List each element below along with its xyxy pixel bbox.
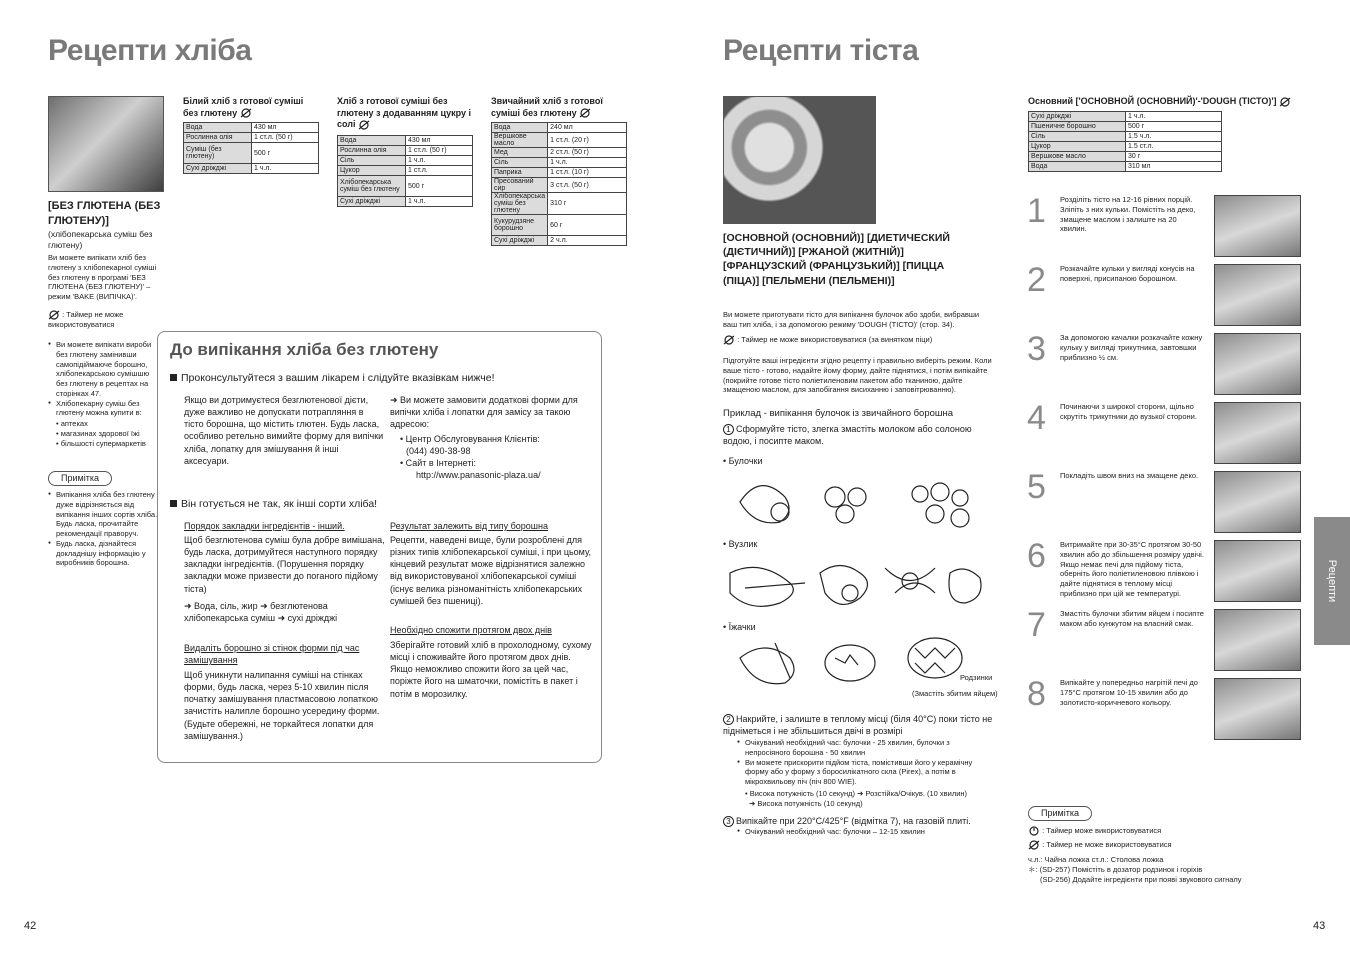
note-sd257: ＊: (SD-257) Помістіть в дозатор родзинок і горіхів xyxy=(1028,865,1203,874)
table-row: Сухі дріжджі 1 ч.л. xyxy=(338,197,473,207)
gluten-free-info-box xyxy=(157,331,602,763)
step-text: Покладіть швом вниз на змащене деко. xyxy=(1060,471,1199,480)
box-section1-text: Якщо ви дотримуєтеся безглютенової дієти, дуже важливо не допускати потрапляння в тісто борошна, що містить глютен. Будь ласка, особливо ретельно вимийте форму для випічки хліба, лопатку для змішування й інші аксесуари. xyxy=(184,395,384,466)
gluten-free-subheading: (хлібопекарська суміш без глютену) xyxy=(48,229,153,251)
step-1-photo xyxy=(1214,195,1301,257)
section-tab-recipes[interactable] xyxy=(1314,517,1350,645)
note-timer-no: : Таймер не може використовуватися xyxy=(1028,840,1308,850)
note-timer-ok: : Таймер може використовуватися xyxy=(1028,826,1308,836)
recipe-title: Білий хліб з готової суміші без глютену xyxy=(183,96,304,118)
dough-modes: [ОСНОВНОЙ (ОСНОВНИЙ)] [ДИЕТИЧЕСКИЙ (ДІЄТИЧНИЙ)] [РЖАНОЙ (ЖИТНІЙ)] [ФРАНЦУЗСКИЙ (ФРАНЦУЗЬКИЙ)] [ПИЦЦА (ПІЦА)] [ПЕЛЬМЕНИ (ПЕЛЬМЕНІ)] xyxy=(723,232,950,287)
step-text: Випікайте у попередньо нагрітій печі до 175°C протягом 10-15 хвилин або до золотисто-коричневого кольору. xyxy=(1060,678,1198,707)
no-timer-icon xyxy=(1028,840,1040,850)
list-item: • магазинах здорової їжі xyxy=(56,428,140,438)
rolls-illustration xyxy=(735,472,995,532)
table-row: Хлібопекарська суміш без глютену 310 г xyxy=(492,193,627,215)
step-3-number: 3 xyxy=(723,816,734,827)
recipe-title: Звичайний хліб з готової суміші без глютену xyxy=(491,96,603,118)
table-row: Цукор 1 ст.л. xyxy=(338,166,473,176)
box-sub2-title: Видаліть борошно зі стінок форми під час замішування xyxy=(184,643,360,666)
shape-knot-label: • Вузлик xyxy=(723,539,758,549)
knot-illustration xyxy=(725,553,995,613)
list-item: ● Випікання хліба без глютену дуже відрізняється від випікання інших сортів хліба. Будь ласка, прочитайте рекомендації праворуч. xyxy=(48,490,160,539)
table-row: Вершкове масло 1 ст.л. (20 г) xyxy=(492,133,627,148)
step-number: 6 xyxy=(1027,537,1046,575)
step-text: За допомогою качалки розкачайте кожну кульку у вигляді трикутника, завтовшки приблизно ½ см. xyxy=(1060,333,1203,362)
step-text: Розділіть тісто на 12-16 рівних порцій. Зліпіть з них кульки. Помістіть на деко, змащене маслом і залиште на 20 хвилин. xyxy=(1060,195,1196,234)
table-row: Сухі дріжджі 1 ч.л. xyxy=(1029,112,1222,122)
table-row: Вода 240 мл xyxy=(492,123,627,133)
table-row: Рослинна олія 1 ст.л. (50 г) xyxy=(184,133,319,143)
recipe-table-regular xyxy=(491,122,627,246)
step-number: 5 xyxy=(1027,468,1046,506)
table-row: Вода 430 мл xyxy=(184,123,319,133)
table-row: Сіль 1.5 ч.л. xyxy=(1029,132,1222,142)
page-title-left: Рецепти хліба xyxy=(48,34,252,67)
raisins-label: Родзинки xyxy=(960,673,993,682)
recipe-title: Хліб з готової суміші без глютену з додаванням цукру і солі xyxy=(337,96,471,130)
table-row: Сіль 1 ч.л. xyxy=(338,156,473,166)
square-bullet-icon xyxy=(170,374,177,381)
section-tab-label: Рецепти xyxy=(1326,559,1338,603)
step-text: Розкачайте кульки у вигляді конусів на поверхні, присипаною борошном. xyxy=(1060,264,1195,283)
step-3-bullets xyxy=(737,827,992,837)
table-row: Рослинна олія 1 ст.л. (50 г) xyxy=(338,146,473,156)
step-2-number: 2 xyxy=(723,714,734,725)
box-sub4-title: Необхідно спожити протягом двох днів xyxy=(390,625,552,635)
website-link[interactable]: http://www.panasonic-plaza.ua/ xyxy=(416,470,541,481)
table-row: Сіль 1 ч.л. xyxy=(492,158,627,168)
box-section1-order: ➜ Ви можете замовити додаткові форми для випічки хліба і лопатки для замісу за такою адресою: xyxy=(390,395,578,430)
table-row: Хлібопекарська суміш без глютену 500 г xyxy=(338,176,473,197)
no-timer-icon xyxy=(48,310,60,320)
step-number: 2 xyxy=(1027,261,1046,299)
step-4-photo xyxy=(1214,402,1301,464)
table-row: Вода 310 мл xyxy=(1029,162,1222,172)
box-sub1-text: Щоб безглютенова суміш була добре вимішана, будь ласка, дотримуйтеся наступного порядку закладки інгредієнтів. (Порушення порядку закладки може призвести до поганого підйому тіста) xyxy=(184,535,385,594)
table-row: Пресований сир 3 ст.л. (50 г) xyxy=(492,178,627,193)
note-abbreviations: ч.л.: Чайна ложка ст.л.: Столова ложка xyxy=(1028,855,1164,864)
example-title: Приклад - випікання булочок із звичайного борошна xyxy=(723,408,954,419)
table-row: Сухі дріжджі 2 ч.л. xyxy=(492,236,627,246)
table-row: Кукурудзяне борошно 60 г xyxy=(492,215,627,236)
step-2-power: • Висока потужність (10 секунд) ➜ Розстійка/Очікув. (10 хвилин) ➜ Висока потужність (10 секунд) xyxy=(745,789,968,808)
step-text: Витримайте при 30-35°C протягом 30-50 хвилин або до збільшення розміру удвічі. Якщо немає печі для підйому тіста, оберніть його поліетиленовою плівкою і дайте піднятися в теплому місці приблизно при цій же температурі. xyxy=(1060,540,1204,598)
box-section1-title: Проконсультуйтеся з вашим лікарем і слідуйте вказівкам нижче! xyxy=(170,372,590,384)
gluten-bullets xyxy=(48,340,160,418)
note-label-left: Примітка xyxy=(48,471,112,486)
step-6-photo xyxy=(1214,540,1301,602)
step-3-text: 3 Випікайте при 220°C/425°F (відмітка 7), на газовій плиті. xyxy=(723,815,998,827)
table-row: Цукор 1.5 ст.л. xyxy=(1029,142,1222,152)
recipe-table-sugar-salt xyxy=(337,135,473,207)
step-7-photo xyxy=(1214,609,1301,671)
hedgehog-illustration xyxy=(735,633,995,688)
step-text: Починаючи з широкої сторони, щільно скрутіть трикутники до вузької сторони. xyxy=(1060,402,1197,421)
box-sub1-order: ➜ Вода, сіль, жир ➜ безглютенова хлібопекарська суміш ➜ сухі дріжджі xyxy=(184,601,338,624)
list-item: ● Очікуваний необхідний час: булочки – 12-15 хвилин xyxy=(737,827,992,837)
no-timer-icon xyxy=(579,108,591,118)
table-row: Пшеничне борошно 500 г xyxy=(1029,122,1222,132)
table-row: Мед 2 ст.л. (50 г) xyxy=(492,148,627,158)
dough-prep: Підготуйте ваші інгредієнти згідно рецепту і правильно виберіть режим. Коли ваше тісто - готово, надайте йому форму, дайте піднятися, і потім випікайте (покрийте готове тісто поліетиленовим пакетом або тканиною, дайте змащеною маслом, для запобігання висиханню і заповітрюванню). xyxy=(723,356,992,395)
list-item: ● Очікуваний необхідний час: булочки - 25 хвилин, булочки з непросіяного борошна - 50 хвилин xyxy=(737,738,992,758)
box-sub4-text: Зберігайте готовий хліб в прохолодному, сухому місці і споживайте його протягом двох днів. Якщо неможливо спожити його за цей час, поріжте його на шматочки, помістіть в пакет і потім в морозилку. xyxy=(390,640,592,699)
shape-rolls-label: • Булочки xyxy=(723,456,763,466)
timer-note-except: : Таймер не може використовуватися (за винятком піци) xyxy=(723,335,993,345)
list-item: ● Ви можете випікати вироби без глютену замінивши самопідіймаюче борошно, хлібопекарською сумішшю без глютену в рецептах на сторінках 47. xyxy=(48,340,160,399)
basic-dough-title: Основний ['ОСНОВНОЙ (ОСНОВНИЙ)'-'DOUGH (ТІСТО)'] xyxy=(1028,96,1308,108)
list-item: • аптеках xyxy=(56,419,88,428)
step-number: 3 xyxy=(1027,330,1046,368)
step-number: 8 xyxy=(1027,675,1046,713)
timer-icon xyxy=(1028,826,1040,836)
recipe-table-white-bread xyxy=(183,122,319,174)
step-2-bullets xyxy=(737,738,992,787)
gluten-free-heading: [БЕЗ ГЛЮТЕНА (БЕЗ ГЛЮТЕНУ)] xyxy=(48,200,161,227)
box-section2-title: Він готується не так, як інші сорти хліба! xyxy=(170,498,590,510)
note-sd256: (SD-256) Додайте інгредієнти при появі звукового сигналу xyxy=(1040,875,1242,884)
step-1-number: 1 xyxy=(723,424,734,435)
list-item: ● Хлібопекарну суміш без глютену можна купити в: xyxy=(48,399,160,419)
egg-wash-note: (Змастіть збитим яйцем) xyxy=(912,689,998,698)
no-timer-icon xyxy=(723,335,735,345)
list-item: ● Будь ласка, дізнайтеся докладнішу інформацію у виробників борошна. xyxy=(48,539,160,568)
step-5-photo xyxy=(1214,471,1301,533)
table-row: Вода 430 мл xyxy=(338,136,473,146)
step-number: 7 xyxy=(1027,606,1046,644)
table-row: Сухі дріжджі 1 ч.л. xyxy=(184,164,319,174)
step-1-text: 1 Сформуйте тісто, злегка змастіть молоком або солоною водою, і посипте маком. xyxy=(723,424,972,447)
step-3-photo xyxy=(1214,333,1301,395)
note-bullets-left xyxy=(48,490,160,568)
gluten-free-description: Ви можете випікати хліб без глютену з хлібопекарної суміші без глютену в програмі 'БЕЗ ГЛЮТЕНА (БЕЗ ГЛЮТЕНУ)' – режим 'BAKE (ВИПІЧКА)'. xyxy=(48,253,157,301)
list-item: ● Ви можете прискорити підйом тіста, помістивши його у керамічну форму або у форму з боросилікатного скла (Pirex), а потім в мікрохвильову піч (піч 800 WIE). xyxy=(737,758,992,787)
step-8-photo xyxy=(1214,678,1301,740)
table-row: Вершкове масло 30 г xyxy=(1029,152,1222,162)
step-number: 4 xyxy=(1027,399,1046,437)
step-number: 1 xyxy=(1027,192,1046,230)
no-timer-icon xyxy=(240,108,252,118)
step-2-text: 2 Накрийте, і залиште в теплому місці (біля 40°C) поки тісто не підніметься і не збільшиться двічі в розмірі xyxy=(723,714,993,737)
box-sub2-text: Щоб уникнути налипання суміші на стінках форми, будь ласка, через 5-10 хвилин після початку замішування пластмасовою лопаткою зачистіть налипле борошно усередину форми. (Будьте обережні, не торкайтеся лопатки для замішування.) xyxy=(184,670,380,741)
box-sub1-title: Порядок закладки інгредієнтів - інший. xyxy=(184,521,345,531)
no-timer-icon xyxy=(1279,97,1291,107)
no-timer-icon xyxy=(358,120,370,130)
step-text: Змастіть булочки збитим яйцем і посипте маком або кунжутом на власний смак. xyxy=(1060,609,1204,628)
page-title-right: Рецепти тіста xyxy=(723,34,919,67)
step-2-photo xyxy=(1214,264,1301,326)
buns-basket-photo xyxy=(723,96,876,224)
box-sub3-title: Результат залежить від типу борошна xyxy=(390,521,549,531)
dough-intro: Ви можете приготувати тісто для випікання булочок або здоби, вибравши ваш тип хліба, і за допомогою режиму 'DOUGH (ТІСТО)' (стор. 34). xyxy=(723,310,980,329)
note-label-right: Примітка xyxy=(1028,806,1092,821)
timer-note: : Таймер не може використовуватися xyxy=(48,310,124,330)
shape-hedgehog-label: • Їжачки xyxy=(723,622,756,632)
page-number-right: 43 xyxy=(1313,920,1326,932)
box-contact-center: • Центр Обслуговування Клієнтів: (044) 490-38-98 • Сайт в Інтернеті: http://www.panasonic-plaza.ua/ xyxy=(400,433,590,482)
page-number-left: 42 xyxy=(24,920,37,932)
list-item: • більшості супермаркетів xyxy=(56,438,146,448)
table-row: Паприка 1 ст.л. (10 г) xyxy=(492,168,627,178)
square-bullet-icon xyxy=(170,500,177,507)
box-sub3-text: Рецепти, наведені вище, були розроблені для різних типів хлібопекарської суміші, і при цьому, кінцевий результат може відрізнятися залежно від використовуваної хлібопекарської суміші (існує велика різноманітність хлібопекарських сумішей без пшениці). xyxy=(390,535,592,606)
basic-dough-table xyxy=(1028,111,1222,172)
gluten-free-bread-photo xyxy=(48,96,164,192)
box-heading: До випікання хліба без глютену xyxy=(170,340,439,359)
shop-list xyxy=(56,419,166,448)
table-row: Суміш (без глютену) 500 г xyxy=(184,143,319,164)
